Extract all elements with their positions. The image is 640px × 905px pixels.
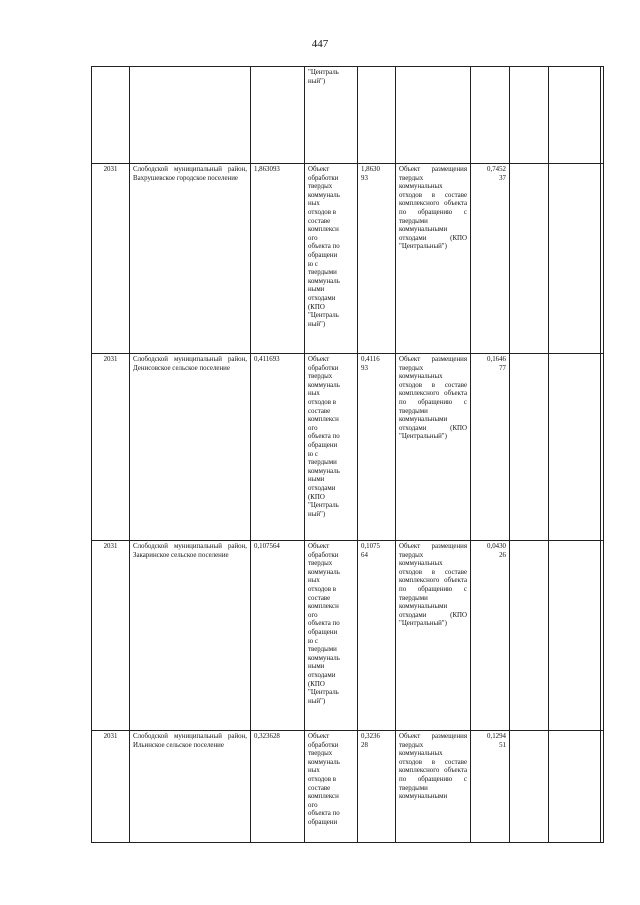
cell-facility1: [305, 354, 358, 541]
cell-text-mass1: 0,411693: [254, 356, 280, 363]
cell-text-mass2: 0,4116 93: [361, 356, 380, 372]
cell-mass2: [358, 164, 396, 354]
cell-text-mass3: 0,0430 26: [487, 543, 506, 559]
cell-c10: [601, 354, 604, 541]
cell-text-year: 2031: [103, 356, 118, 363]
cell-text-mass3: 0,1646 77: [487, 356, 506, 372]
cell-mass1: [251, 731, 305, 843]
cell-mass3: [471, 731, 510, 843]
cell-text-facility1: Объект обработки твердых коммуналь ных отходов в составе комплексн ого объекта по обращени: [308, 733, 340, 826]
cell-facility2: [396, 731, 471, 843]
page-number: 447: [311, 38, 329, 50]
cell-text-mass3: 0,1294 51: [487, 733, 506, 749]
table-row: [92, 731, 604, 843]
cell-facility1: [305, 164, 358, 354]
table-row: [92, 541, 604, 731]
cell-text-municipality: Слободской муниципальный район, Вахрушевское городское поселение: [133, 166, 247, 182]
cell-text-facility2: Объект размещения твердых коммунальных отходов в составе комплексного объекта по обращению с твердыми коммунальными отходами (КПО "Центральный"): [399, 356, 467, 441]
cell-municipality: [130, 164, 251, 354]
cell-c10: [601, 164, 604, 354]
cell-text-mass1: 0,323628: [254, 733, 280, 740]
cell-text-facility2: Объект размещения твердых коммунальных отходов в составе комплексного объекта по обращению с твердыми коммунальными отходами (КПО "Центральный"): [399, 166, 467, 251]
cell-text-mass1: 1,863093: [254, 166, 280, 173]
cell-year: [92, 354, 130, 541]
cell-municipality: [130, 731, 251, 843]
cell-mass3: [471, 67, 510, 164]
cell-year: [92, 541, 130, 731]
cell-c10: [601, 67, 604, 164]
cell-municipality: [130, 67, 251, 164]
cell-text-year: 2031: [103, 166, 118, 173]
cell-c9: [549, 731, 601, 843]
cell-facility2: [396, 67, 471, 164]
cell-facility2: [396, 354, 471, 541]
cell-c9: [549, 164, 601, 354]
cell-text-municipality: Слободской муниципальный район, Ильинское сельское поселение: [133, 733, 247, 749]
cell-c8: [510, 164, 549, 354]
cell-mass3: [471, 354, 510, 541]
cell-c10: [601, 731, 604, 843]
cell-text-mass3: 0,7452 37: [487, 166, 506, 182]
waste-flow-table: [91, 66, 604, 843]
cell-facility1: [305, 731, 358, 843]
table-row: [92, 67, 604, 164]
cell-mass1: [251, 164, 305, 354]
cell-text-municipality: Слободской муниципальный район, Денисовское сельское поселение: [133, 356, 247, 372]
cell-facility2: [396, 164, 471, 354]
cell-c8: [510, 541, 549, 731]
cell-c9: [549, 354, 601, 541]
cell-text-year: 2031: [103, 543, 118, 550]
cell-c9: [549, 67, 601, 164]
cell-text-facility1: "Централь ный"): [308, 69, 339, 85]
cell-mass3: [471, 164, 510, 354]
table-row: [92, 164, 604, 354]
cell-c8: [510, 731, 549, 843]
cell-mass1: [251, 541, 305, 731]
cell-facility1: [305, 541, 358, 731]
cell-text-facility2: Объект размещения твердых коммунальных отходов в составе комплексного объекта по обращению с твердыми коммунальными: [399, 733, 467, 801]
cell-mass1: [251, 354, 305, 541]
cell-year: [92, 731, 130, 843]
table-row: [92, 354, 604, 541]
cell-text-mass2: 0,1075 64: [361, 543, 380, 559]
cell-year: [92, 164, 130, 354]
cell-c10: [601, 541, 604, 731]
cell-mass2: [358, 354, 396, 541]
cell-text-year: 2031: [103, 733, 118, 740]
cell-facility1: [305, 67, 358, 164]
cell-text-facility1: Объект обработки твердых коммуналь ных отходов в составе комплексн ого объекта по обращени ю с твердыми коммуналь ными отходами (КПО "Централь ный"): [308, 166, 340, 328]
cell-text-municipality: Слободской муниципальный район, Закаринское сельское поселение: [133, 543, 247, 559]
cell-c8: [510, 354, 549, 541]
cell-mass2: [358, 731, 396, 843]
cell-facility2: [396, 541, 471, 731]
cell-mass1: [251, 67, 305, 164]
cell-text-facility1: Объект обработки твердых коммуналь ных отходов в составе комплексн ого объекта по обращени ю с твердыми коммуналь ными отходами (КПО "Централь ный"): [308, 356, 340, 518]
cell-year: [92, 67, 130, 164]
cell-text-facility2: Объект размещения твердых коммунальных отходов в составе комплексного объекта по обращению с твердыми коммунальными отходами (КПО "Центральный"): [399, 543, 467, 628]
cell-mass3: [471, 541, 510, 731]
cell-text-facility1: Объект обработки твердых коммуналь ных отходов в составе комплексн ого объекта по обращени ю с твердыми коммуналь ными отходами (КПО "Централь ный"): [308, 543, 340, 705]
cell-municipality: [130, 541, 251, 731]
cell-c8: [510, 67, 549, 164]
cell-c9: [549, 541, 601, 731]
cell-text-mass2: 0,3236 28: [361, 733, 380, 749]
cell-municipality: [130, 354, 251, 541]
cell-text-mass1: 0,107564: [254, 543, 280, 550]
cell-text-mass2: 1,8630 93: [361, 166, 380, 182]
cell-mass2: [358, 541, 396, 731]
cell-mass2: [358, 67, 396, 164]
table-body: [92, 67, 604, 843]
